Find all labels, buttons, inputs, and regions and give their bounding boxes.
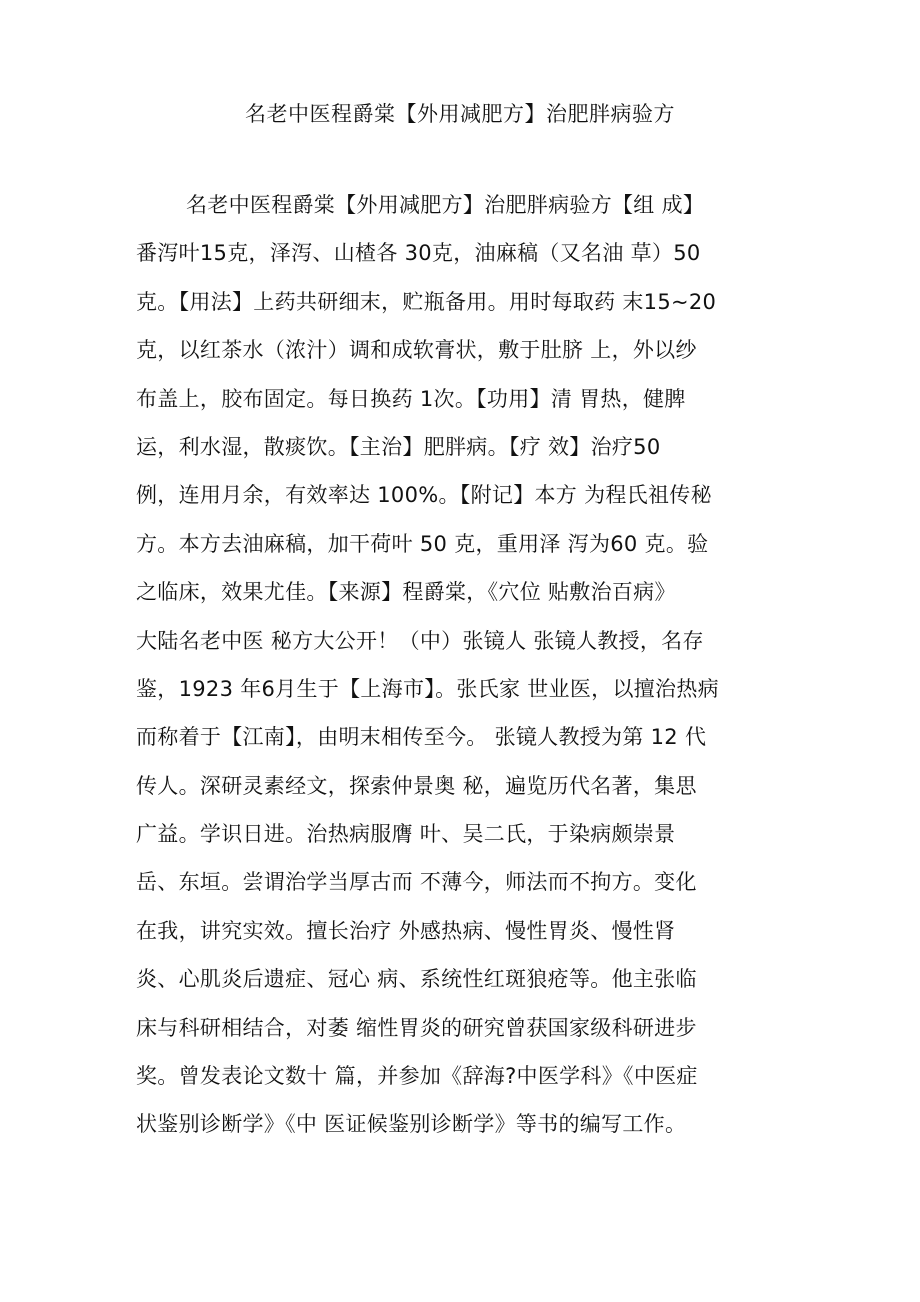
text-line: 名老中医程爵棠【外用减肥方】治肥胖病验方【组 成】 bbox=[186, 193, 705, 217]
text-line: 炎、心肌炎后遗症、冠心 病、系统性红斑狼疮等。他主张临 bbox=[136, 967, 697, 992]
text-line: 状鉴别诊断学》《中 医证候鉴别诊断学》等书的编写工作。 bbox=[136, 1112, 687, 1137]
text-line: 岳、东垣。尝谓治学当厚古而 不薄今，师法而不拘方。变化 bbox=[136, 870, 697, 895]
page-title: 名老中医程爵棠【外用减肥方】治肥胖病验方 bbox=[245, 102, 675, 126]
text-line: 而称着于【江南】，由明末相传至今。 张镜人教授为第 12 代 bbox=[136, 725, 707, 750]
text-line: 鉴，1923 年6月生于【上海市】。张氏家 世业医，以擅治热病 bbox=[136, 676, 719, 701]
text-line: 广益。学识日进。治热病服膺 叶、吴二氏，于染病颇崇景 bbox=[136, 822, 676, 847]
body-paragraph bbox=[136, 187, 796, 1155]
text-line: 传人。深研灵素经文，探索仲景奥 秘，遍览历代名著，集思 bbox=[136, 773, 697, 798]
text-line: 运，利水湿，散痰饮。【主治】肥胖病。【疗 效】治疗50 bbox=[136, 434, 661, 459]
text-line: 例，连用月余，有效率达 100%。【附记】本方 为程氏祖传秘 bbox=[136, 483, 712, 508]
text-line: 奖。曾发表论文数十 篇，并参加《辞海?中医学科》《中医症 bbox=[136, 1064, 698, 1089]
text-line: 床与科研相结合，对萎 缩性胃炎的研究曾获国家级科研进步 bbox=[136, 1015, 697, 1040]
text-line: 番泻叶15克，泽泻、山楂各 30克，油麻稿（又名油 草）50 bbox=[136, 241, 701, 266]
text-line: 在我，讲究实效。擅长治疗 外感热病、慢性胃炎、慢性肾 bbox=[136, 918, 676, 943]
text-line: 方。本方去油麻稿，加干荷叶 50 克，重用泽 泻为60 克。验 bbox=[136, 531, 709, 556]
text-line: 大陆名老中医 秘方大公开！（中）张镜人 张镜人教授，名存 bbox=[136, 628, 704, 653]
text-line: 布盖上，胶布固定。每日换药 1次。【功用】清 胃热，健脾 bbox=[136, 386, 686, 411]
text-line: 之临床，效果尤佳。【来源】程爵棠，《穴位 贴敷治百病》 bbox=[136, 580, 676, 605]
text-line: 克，以红茶水（浓汁）调和成软膏状，敷于肚脐 上，外以纱 bbox=[136, 338, 697, 363]
text-line: 克。【用法】上药共研细末，贮瓶备用。用时每取药 末15~20 bbox=[136, 289, 717, 314]
